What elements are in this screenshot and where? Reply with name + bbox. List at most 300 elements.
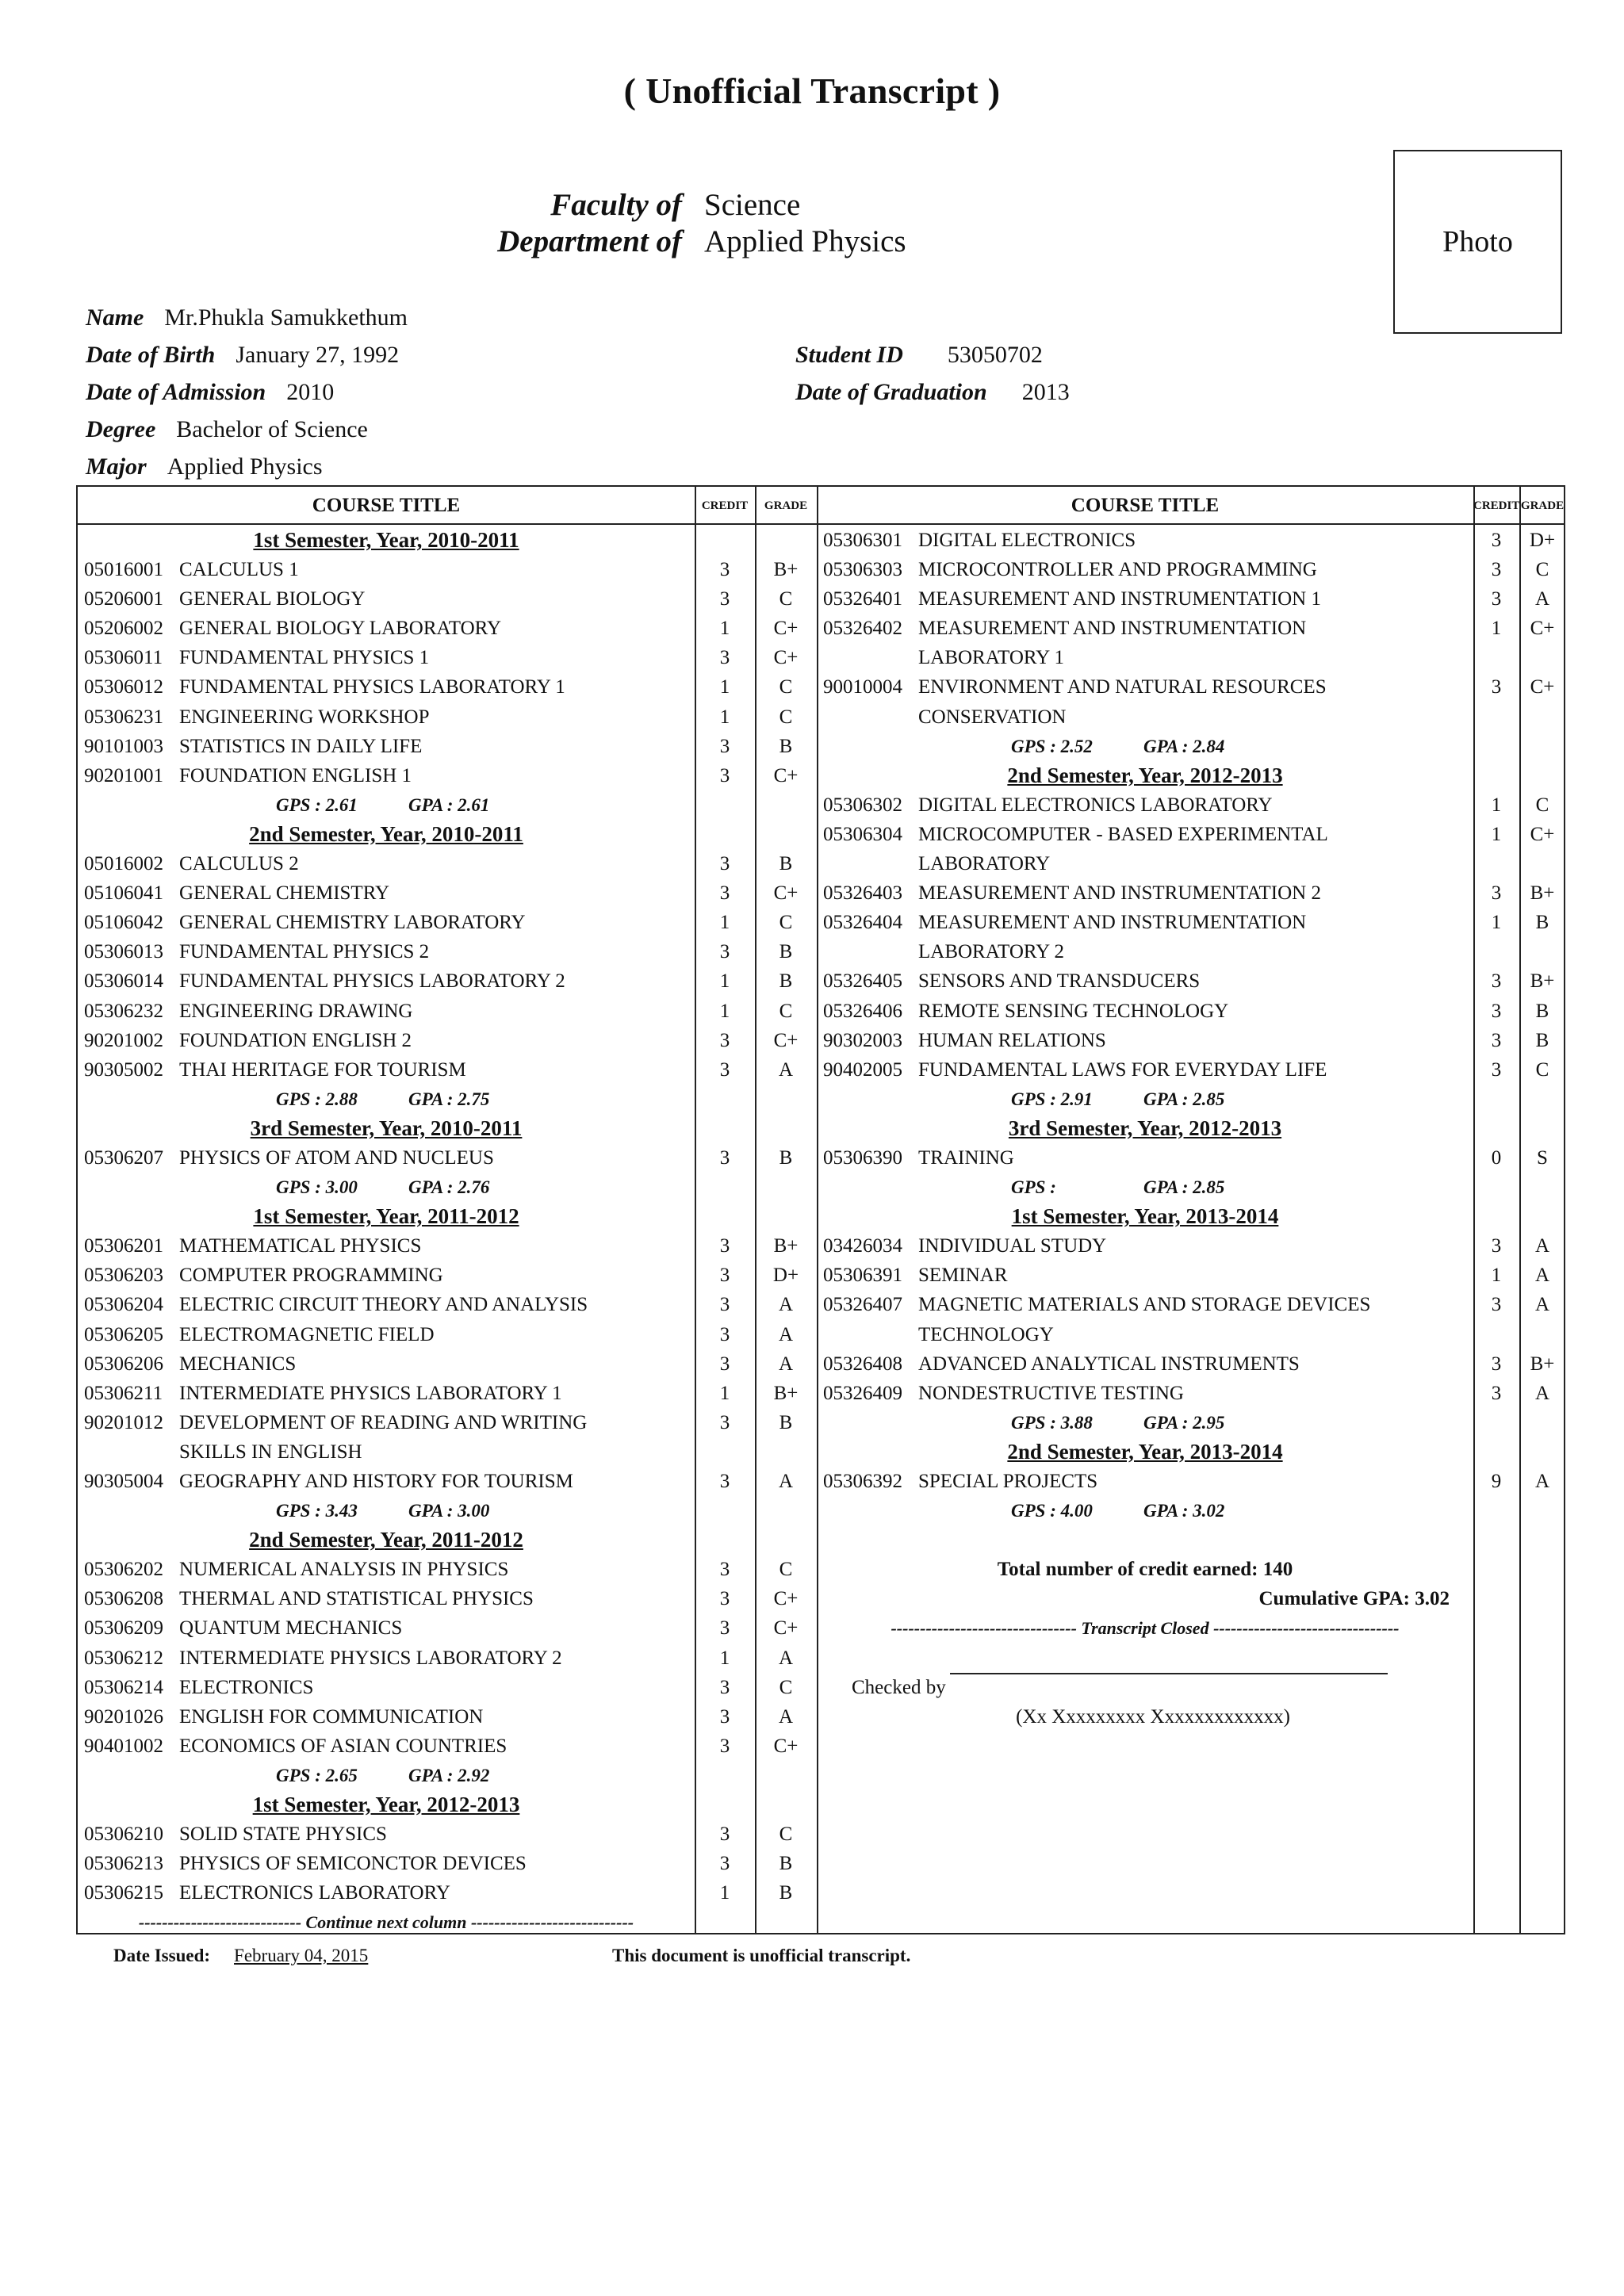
course-grade: A	[1534, 588, 1550, 610]
course-grade: B	[779, 1411, 793, 1433]
gps-row	[817, 1496, 1565, 1525]
cumulative-gpa: GPA : 3.00	[408, 1501, 490, 1521]
course-grade: B	[1535, 1000, 1549, 1022]
course-title: THAI HERITAGE FOR TOURISM	[179, 1058, 466, 1081]
semester-gps: GPS : 2.88	[276, 1089, 358, 1109]
dob-label: Date of Birth	[86, 342, 216, 368]
course-grade: C+	[1530, 676, 1555, 698]
course-row	[817, 555, 1565, 584]
course-code: 05306303	[823, 559, 902, 581]
course-row	[78, 849, 817, 878]
semester-gps: GPS : 3.88	[1011, 1412, 1093, 1433]
semester-gps: GPS : 2.65	[276, 1765, 358, 1785]
course-credit: 3	[1491, 1294, 1502, 1316]
course-code: 90201001	[84, 764, 163, 786]
course-code: 90010004	[823, 676, 902, 698]
course-title: FOUNDATION ENGLISH 1	[179, 764, 412, 786]
course-title: ENGINEERING WORKSHOP	[179, 706, 430, 728]
course-title: ENGLISH FOR COMMUNICATION	[179, 1705, 484, 1728]
course-row	[817, 1349, 1565, 1379]
course-code: 90305004	[84, 1471, 163, 1492]
course-title: FOUNDATION ENGLISH 2	[179, 1029, 412, 1051]
course-code: 05306202	[84, 1559, 163, 1581]
course-credit: 3	[719, 735, 730, 757]
course-credit: 3	[719, 882, 730, 905]
course-code: 05306206	[84, 1353, 163, 1375]
course-code: 05306011	[84, 647, 163, 669]
course-row	[78, 1437, 817, 1467]
semester-gps: GPS : 2.61	[276, 794, 358, 815]
course-row	[78, 1849, 817, 1878]
course-title: HUMAN RELATIONS	[918, 1029, 1106, 1051]
course-grade: A	[1534, 1471, 1550, 1492]
course-grade: A	[778, 1323, 794, 1345]
course-grade: C+	[1530, 823, 1555, 845]
degree-field	[86, 416, 368, 443]
course-row	[817, 672, 1565, 702]
continue-note	[78, 1908, 817, 1937]
course-code: 05206001	[84, 588, 163, 610]
semester-heading	[78, 1525, 817, 1555]
course-code: 05306014	[84, 970, 163, 993]
cumulative-gpa: GPA : 2.84	[1143, 736, 1225, 756]
dob-value: January 27, 1992	[236, 342, 400, 368]
cumulative-gpa: GPA : 2.95	[1143, 1412, 1225, 1433]
student-id-label: Student ID	[795, 342, 903, 368]
course-code: 05306215	[84, 1882, 163, 1904]
course-grade: B	[779, 1882, 793, 1904]
course-grade: A	[778, 1471, 794, 1492]
photo-label: Photo	[1442, 225, 1513, 258]
semester-heading	[817, 1114, 1565, 1143]
course-title: MEASUREMENT AND INSTRUMENTATION 1	[918, 588, 1321, 610]
course-grade: B+	[773, 1382, 799, 1404]
course-code: 90402005	[823, 1058, 902, 1081]
course-code: 90401002	[84, 1735, 163, 1757]
course-credit: 1	[1491, 794, 1502, 816]
semester-title: 3rd Semester, Year, 2010-2011	[250, 1115, 523, 1140]
course-row	[78, 966, 817, 996]
course-row	[817, 1320, 1565, 1349]
course-grade: A	[1534, 1382, 1550, 1404]
course-credit: 3	[719, 1588, 730, 1610]
course-credit: 3	[719, 647, 730, 669]
course-row	[78, 555, 817, 584]
admission-label: Date of Admission	[86, 379, 266, 405]
date-issued-value: February 04, 2015	[234, 1946, 369, 1965]
course-row	[78, 1349, 817, 1379]
faculty-label: Faculty of	[550, 188, 682, 222]
course-code: 05306209	[84, 1617, 163, 1640]
admission-value: 2010	[286, 379, 335, 405]
course-credit: 3	[1491, 1000, 1502, 1022]
transcript-closed-row	[817, 1613, 1565, 1643]
course-row	[817, 997, 1565, 1026]
course-row	[78, 1379, 817, 1408]
course-credit: 1	[1491, 912, 1502, 934]
course-grade: C+	[773, 882, 799, 905]
course-title: LABORATORY	[918, 853, 1051, 875]
total-credits-row	[817, 1555, 1565, 1584]
course-title: MICROCOMPUTER - BASED EXPERIMENTAL	[918, 823, 1328, 845]
course-row	[78, 1820, 817, 1849]
course-title: ENVIRONMENT AND NATURAL RESOURCES	[918, 676, 1327, 698]
course-row	[817, 584, 1565, 614]
course-title: FUNDAMENTAL PHYSICS LABORATORY 2	[179, 970, 565, 993]
semester-title: 3rd Semester, Year, 2012-2013	[1008, 1115, 1282, 1140]
date-issued-label: Date Issued:	[113, 1946, 211, 1965]
course-row	[817, 1467, 1565, 1496]
course-grade: C	[1535, 559, 1549, 581]
course-credit: 3	[719, 1146, 730, 1169]
course-code: 05306390	[823, 1146, 902, 1169]
course-title: ADVANCED ANALYTICAL INSTRUMENTS	[918, 1353, 1300, 1375]
course-code: 05326404	[823, 912, 902, 934]
course-row	[78, 761, 817, 790]
checked-by-row	[817, 1673, 1565, 1702]
admission-field	[86, 379, 334, 406]
course-code: 05326401	[823, 588, 902, 610]
department-label: Department of	[497, 224, 682, 258]
course-row	[78, 1231, 817, 1261]
course-code: 05306013	[84, 941, 163, 963]
course-row	[78, 732, 817, 761]
course-title: TRAINING	[918, 1146, 1014, 1169]
course-title: NUMERICAL ANALYSIS IN PHYSICS	[179, 1559, 509, 1581]
course-title: ECONOMICS OF ASIAN COUNTRIES	[179, 1735, 508, 1757]
left-column	[78, 526, 817, 1938]
course-code: 05326409	[823, 1382, 902, 1404]
semester-heading	[817, 1202, 1565, 1231]
photo-box	[1393, 150, 1562, 334]
blank-row	[817, 1525, 1565, 1555]
checked-by-label: Checked by	[852, 1676, 946, 1698]
course-code: 90201002	[84, 1029, 163, 1051]
course-credit: 3	[1491, 1058, 1502, 1081]
cumulative-gpa-row	[817, 1584, 1565, 1613]
course-row	[78, 702, 817, 732]
course-grade: B	[779, 1853, 793, 1875]
course-code: 05306213	[84, 1853, 163, 1875]
continue-next-column: ---------------------------- Continue next column ----------------------------	[138, 1912, 634, 1933]
course-credit: 1	[719, 912, 730, 934]
course-grade: C+	[773, 1588, 799, 1610]
course-credit: 3	[719, 588, 730, 610]
course-credit: 1	[719, 676, 730, 698]
course-grade: A	[778, 1294, 794, 1316]
semester-gps: GPS : 4.00	[1011, 1501, 1093, 1521]
course-grade: C+	[1530, 618, 1555, 640]
course-credit: 1	[1491, 618, 1502, 640]
course-row	[817, 966, 1565, 996]
header-course-title: COURSE TITLE	[1071, 495, 1220, 516]
course-title: QUANTUM MECHANICS	[179, 1617, 403, 1640]
dob-field	[86, 342, 399, 369]
name-label: Name	[86, 304, 144, 331]
course-title: SKILLS IN ENGLISH	[179, 1441, 362, 1463]
right-column	[817, 526, 1565, 1732]
course-title: SOLID STATE PHYSICS	[179, 1823, 387, 1846]
gps-row	[817, 1408, 1565, 1437]
course-title: MECHANICS	[179, 1353, 297, 1375]
course-code: 03426034	[823, 1235, 902, 1257]
name-value: Mr.Phukla Samukkethum	[164, 304, 408, 331]
course-credit: 3	[1491, 1382, 1502, 1404]
course-row	[817, 526, 1565, 555]
semester-title: 1st Semester, Year, 2010-2011	[253, 528, 519, 552]
course-row	[78, 1055, 817, 1085]
course-code: 05306304	[823, 823, 902, 845]
course-credit: 3	[719, 1235, 730, 1257]
course-title: TECHNOLOGY	[918, 1323, 1054, 1345]
course-title: FUNDAMENTAL PHYSICS LABORATORY 1	[179, 676, 565, 698]
course-grade: A	[1534, 1294, 1550, 1316]
course-credit: 1	[1491, 823, 1502, 845]
course-row	[817, 1379, 1565, 1408]
course-title: SEMINAR	[918, 1265, 1008, 1287]
semester-title: 2nd Semester, Year, 2012-2013	[1007, 763, 1283, 787]
course-row	[78, 1290, 817, 1319]
course-row	[78, 1878, 817, 1908]
cumulative-gpa: GPA : 2.61	[408, 794, 490, 815]
course-code: 05306391	[823, 1265, 902, 1287]
course-title: CALCULUS 2	[179, 853, 299, 875]
course-grade: C	[779, 676, 793, 698]
major-value: Applied Physics	[167, 453, 323, 480]
course-credit: 3	[719, 1471, 730, 1492]
course-row	[817, 1026, 1565, 1055]
course-grade: C	[779, 1559, 793, 1581]
course-row	[78, 614, 817, 643]
header-grade: GRADE	[1520, 499, 1565, 512]
course-credit: 3	[719, 1617, 730, 1640]
course-title: REMOTE SENSING TECHNOLOGY	[918, 1000, 1229, 1022]
course-credit: 3	[1491, 588, 1502, 610]
course-row	[78, 878, 817, 908]
graduation-value: 2013	[1021, 379, 1070, 405]
course-grade: A	[778, 1705, 794, 1728]
gps-row	[78, 1173, 817, 1202]
course-title: SENSORS AND TRANSDUCERS	[918, 970, 1201, 993]
semester-gps: GPS : 3.43	[276, 1501, 358, 1521]
header-divider	[78, 523, 1564, 525]
course-row	[78, 997, 817, 1026]
course-title: ENGINEERING DRAWING	[179, 1000, 413, 1022]
course-grade: C	[779, 1676, 793, 1698]
course-code: 05106042	[84, 912, 163, 934]
semester-heading	[78, 1114, 817, 1143]
course-credit: 1	[1491, 1265, 1502, 1287]
course-title: CONSERVATION	[918, 706, 1067, 728]
course-grade: C+	[773, 618, 799, 640]
course-code: 05016002	[84, 853, 163, 875]
course-grade: B+	[1530, 1353, 1555, 1375]
course-code: 05306201	[84, 1235, 163, 1257]
course-credit: 3	[1491, 1029, 1502, 1051]
course-title: ELECTRONICS LABORATORY	[179, 1882, 450, 1904]
course-grade: C+	[773, 1617, 799, 1640]
course-code: 05306214	[84, 1676, 163, 1698]
course-row	[817, 849, 1565, 878]
course-code: 05306231	[84, 706, 163, 728]
course-credit: 1	[719, 970, 730, 993]
course-title: MEASUREMENT AND INSTRUMENTATION 2	[918, 882, 1321, 905]
course-code: 05306232	[84, 1000, 163, 1022]
signer-name: (Xx Xxxxxxxxx Xxxxxxxxxxxxx)	[1016, 1705, 1290, 1728]
course-credit: 3	[719, 1411, 730, 1433]
semester-title: 1st Semester, Year, 2011-2012	[253, 1204, 519, 1229]
course-credit: 3	[719, 1294, 730, 1316]
course-credit: 3	[719, 1735, 730, 1757]
course-credit: 3	[719, 1559, 730, 1581]
semester-heading	[817, 1437, 1565, 1467]
course-title: MEASUREMENT AND INSTRUMENTATION	[918, 618, 1307, 640]
cumulative-gpa-total: Cumulative GPA: 3.02	[1258, 1588, 1450, 1610]
degree-value: Bachelor of Science	[176, 416, 368, 442]
semester-heading	[78, 1202, 817, 1231]
course-grade: A	[1534, 1235, 1550, 1257]
course-title: GEOGRAPHY AND HISTORY FOR TOURISM	[179, 1471, 573, 1492]
course-row	[817, 1261, 1565, 1290]
course-row	[817, 1055, 1565, 1085]
course-credit: 3	[1491, 676, 1502, 698]
course-code: 05306205	[84, 1323, 163, 1345]
course-row	[817, 820, 1565, 849]
course-title: INTERMEDIATE PHYSICS LABORATORY 1	[179, 1382, 562, 1404]
course-code: 90305002	[84, 1058, 163, 1081]
course-grade: C	[779, 1000, 793, 1022]
course-grade: D+	[1529, 530, 1556, 551]
course-grade: C+	[773, 647, 799, 669]
course-grade: C	[779, 1823, 793, 1846]
course-code: 05106041	[84, 882, 163, 905]
course-credit: 3	[719, 1353, 730, 1375]
major-label: Major	[86, 453, 147, 480]
course-title: GENERAL BIOLOGY LABORATORY	[179, 618, 502, 640]
course-row	[78, 1613, 817, 1643]
course-row	[817, 702, 1565, 732]
course-credit: 1	[719, 1000, 730, 1022]
course-row	[78, 1261, 817, 1290]
course-credit: 3	[719, 1676, 730, 1698]
course-code: 05306204	[84, 1294, 163, 1316]
course-grade: B+	[773, 1235, 799, 1257]
course-credit: 9	[1491, 1471, 1502, 1492]
total-credits: Total number of credit earned: 140	[997, 1559, 1293, 1581]
course-grade: C+	[773, 1029, 799, 1051]
course-grade: A	[778, 1647, 794, 1669]
semester-title: 2nd Semester, Year, 2011-2012	[249, 1528, 523, 1552]
course-title: DEVELOPMENT OF READING AND WRITING	[179, 1411, 588, 1433]
semester-title: 1st Semester, Year, 2013-2014	[1011, 1204, 1279, 1229]
department-value: Applied Physics	[704, 224, 906, 258]
gps-row	[817, 732, 1565, 761]
course-row	[817, 908, 1565, 937]
course-row	[817, 1231, 1565, 1261]
course-credit: 3	[719, 1265, 730, 1287]
course-credit: 3	[719, 1823, 730, 1846]
course-code: 05306211	[84, 1382, 163, 1404]
course-code: 90201026	[84, 1705, 163, 1728]
semester-title: 1st Semester, Year, 2012-2013	[252, 1793, 520, 1817]
course-grade: C+	[773, 764, 799, 786]
name-field	[86, 304, 408, 331]
gps-row	[78, 1496, 817, 1525]
semester-heading	[78, 820, 817, 849]
course-grade: B+	[773, 559, 799, 581]
course-row	[78, 1644, 817, 1673]
course-credit: 0	[1491, 1146, 1502, 1169]
semester-gps: GPS :	[1011, 1177, 1056, 1198]
gps-row	[78, 1761, 817, 1790]
graduation-field	[795, 379, 1070, 406]
course-grade: B+	[1530, 882, 1555, 905]
course-title: THERMAL AND STATISTICAL PHYSICS	[179, 1588, 534, 1610]
course-grade: A	[778, 1353, 794, 1375]
course-credit: 3	[1491, 1235, 1502, 1257]
course-row	[78, 1467, 817, 1496]
header-grade: GRADE	[764, 499, 808, 512]
course-code: 05326408	[823, 1353, 902, 1375]
cumulative-gpa: GPA : 3.02	[1143, 1501, 1225, 1521]
semester-gps: GPS : 2.91	[1011, 1089, 1093, 1109]
course-grade: C	[779, 588, 793, 610]
course-title: FUNDAMENTAL PHYSICS 1	[179, 647, 430, 669]
course-code: 05306012	[84, 676, 163, 698]
cumulative-gpa: GPA : 2.85	[1143, 1177, 1225, 1198]
course-credit: 1	[719, 618, 730, 640]
course-grade: S	[1537, 1146, 1548, 1169]
course-grade: B	[779, 970, 793, 993]
course-title: INDIVIDUAL STUDY	[918, 1235, 1107, 1257]
course-row	[78, 1584, 817, 1613]
course-code: 05306302	[823, 794, 902, 816]
course-title: STATISTICS IN DAILY LIFE	[179, 735, 423, 757]
course-credit: 3	[719, 1705, 730, 1728]
transcript-closed: -------------------------------- Transcript Closed --------------------------------	[891, 1618, 1400, 1639]
course-code: 05326407	[823, 1294, 902, 1316]
course-title: DIGITAL ELECTRONICS LABORATORY	[918, 794, 1273, 816]
signature-line	[950, 1673, 1388, 1674]
course-credit: 1	[719, 706, 730, 728]
course-code: 05016001	[84, 559, 163, 581]
course-code: 90302003	[823, 1029, 902, 1051]
course-row	[78, 643, 817, 672]
course-row	[78, 1408, 817, 1437]
graduation-label: Date of Graduation	[795, 379, 987, 405]
course-grade: B	[779, 1146, 793, 1169]
course-code: 05326405	[823, 970, 902, 993]
course-title: GENERAL BIOLOGY	[179, 588, 366, 610]
course-code: 05306203	[84, 1265, 163, 1287]
course-credit: 3	[719, 1853, 730, 1875]
course-row	[78, 584, 817, 614]
course-code: 05306208	[84, 1588, 163, 1610]
course-title: ELECTRONICS	[179, 1676, 314, 1698]
course-code: 05326406	[823, 1000, 902, 1022]
page-title: ( Unofficial Transcript )	[623, 71, 1001, 111]
cumulative-gpa: GPA : 2.76	[408, 1177, 490, 1198]
course-credit: 3	[1491, 970, 1502, 993]
footer-note: This document is unofficial transcript.	[612, 1946, 911, 1965]
course-title: SPECIAL PROJECTS	[918, 1471, 1098, 1492]
cumulative-gpa: GPA : 2.92	[408, 1765, 490, 1785]
header-credit: CREDIT	[701, 499, 749, 512]
course-code: 90201012	[84, 1411, 163, 1433]
course-credit: 3	[719, 1323, 730, 1345]
course-grade: A	[778, 1058, 794, 1081]
course-row	[78, 1732, 817, 1761]
